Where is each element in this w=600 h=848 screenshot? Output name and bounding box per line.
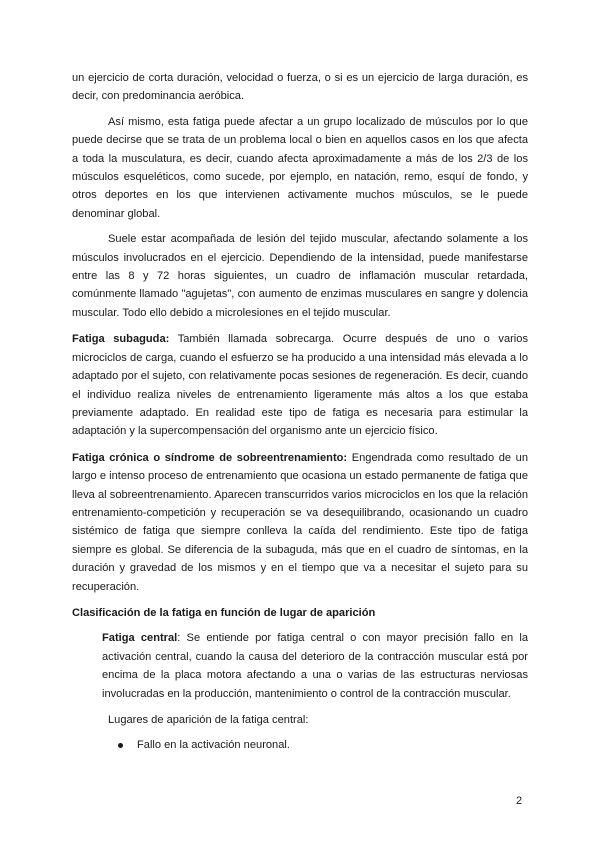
paragraph-fatiga-subaguda: [72, 330, 528, 440]
term-fatiga-subaguda: Fatiga subaguda:: [72, 333, 170, 346]
lugares-label: Lugares de aparición de la fatiga central:: [108, 714, 309, 726]
list-item-text: Fallo en la activación neuronal.: [137, 739, 290, 752]
text-fatiga-subaguda: También llamada sobrecarga. Ocurre después de uno o varios microciclos de carga, cuando el esfuerzo se ha producido a una intensidad más elevada a lo adaptado por el sujeto, con relativamente pocas sesiones de regeneración. Es decir, cuando el individuo realiza niveles de entrenamiento ligeramente más altos a los que estaba previamente adaptado. En realidad este tipo de fatiga es necesaria para estimular la adaptación y la supercompensación del organismo ante un ejercicio físico.: [72, 333, 528, 438]
paragraph-2: Así mismo, esta fatiga puede afectar a un grupo localizado de músculos por lo que puede decirse que se trata de un problema local o bien en aquellos casos en los que afecta a toda la musculatura, es decir, cuando afecta aproximadamente a más de los 2/3 de los músculos esqueléticos, como sucede, por ejemplo, en natación, remo, esquí de fondo, y otros deportes en los que intervienen activamente muchos músculos, se le puede denominar global.: [72, 115, 528, 220]
section-heading: Clasificación de la fatiga en función de lugar de aparición: [72, 606, 376, 619]
term-fatiga-cronica: Fatiga crónica o síndrome de sobreentrenamiento:: [72, 451, 348, 464]
document-page: [72, 69, 528, 755]
text-fatiga-cronica: Engendrada como resultado de un largo e intenso proceso de entrenamiento que ocasiona un estado permanente de fatiga que lleva al sobreentrenamiento. Aparecen transcurridos varios microciclos en los que la relación entrenamiento-competición y recuperación se va desequilibrando, ocasionando un cuadro sistémico de fatiga que siempre conlleva la caída del rendimiento. Este tipo de fatiga siempre es global. Se diferencia de la subaguda, más que en el cuadro de síntomas, en la duración y gravedad de los mismos y en el tiempo que va a necesitar el sujeto para su recuperación.: [72, 451, 529, 593]
paragraph-fatiga-central: [102, 629, 528, 703]
paragraph-fatiga-cronica: [72, 449, 528, 596]
term-fatiga-central: Fatiga central: [102, 632, 178, 645]
bullet-icon: [118, 743, 123, 748]
paragraph-1: un ejercicio de corta duración, velocidad o fuerza, o si es un ejercicio de larga duración, es decir, con predominancia aeróbica.: [72, 72, 528, 103]
page-number: 2: [516, 795, 523, 807]
bullet-list: [72, 736, 528, 754]
text-fatiga-central: : Se entiende por fatiga central o con mayor precisión fallo en la activación central, cuando la causa del deterioro de la contracción muscular está por encima de la placa motora afectando a una o varias de las estructuras nerviosas involucradas en la producción, mantenimiento o control de la contracción muscular.: [102, 632, 528, 700]
paragraph-3: Suele estar acompañada de lesión del tejido muscular, afectando solamente a los músculos involucrados en el ejercicio. Dependiendo de la intensidad, puede manifestarse entre las 8 y 72 horas siguientes, un cuadro de inflamación muscular retardada, comúnmente llamado "agujetas", con aumento de enzimas musculares en sangre y dolencia muscular. Todo ello debido a microlesiones en el tejido muscular.: [72, 233, 528, 319]
list-item: [72, 736, 528, 754]
